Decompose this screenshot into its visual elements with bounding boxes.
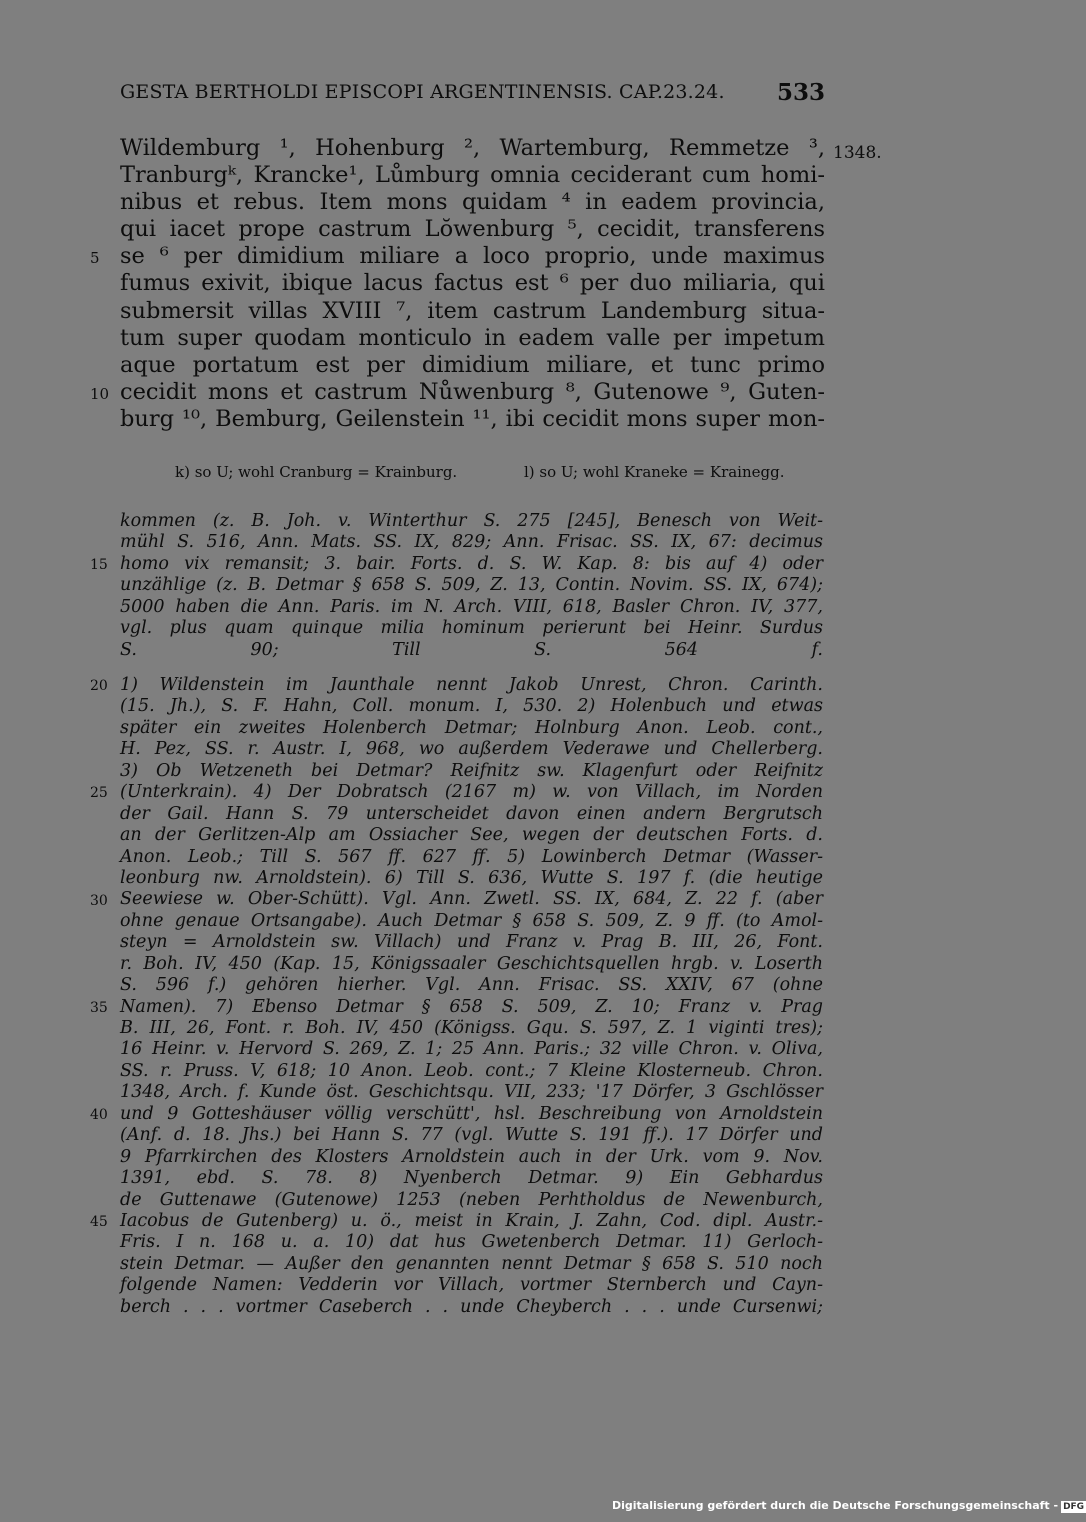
footnote-line: unzählige (z. B. Detmar § 658 S. 509, Z. 13, Contin. Novim. SS. IX, 674); xyxy=(120,575,823,596)
footnote-line: Namen). 7) Ebenso Detmar § 658 S. 509, Z. 10; Franz v. Prag xyxy=(120,996,823,1017)
footnote-line: 1391, ebd. S. 78. 8) Nyenberch Detmar. 9) Ein Gebhardus xyxy=(120,1168,823,1189)
footnote-line: 5000 haben die Ann. Paris. im N. Arch. VIII, 618, Basler Chron. IV, 377, xyxy=(120,596,823,617)
digitization-credit xyxy=(612,1499,1086,1513)
footnote-line: Anon. Leob.; Till S. 567 ff. 627 ff. 5) Lowinberch Detmar (Wasser- xyxy=(120,846,823,867)
footnote-line-number: 40 xyxy=(90,1107,108,1123)
footnote-line: r. Boh. IV, 450 (Kap. 15, Königssaaler Geschichtsquellen hrgb. v. Loserth xyxy=(120,953,823,974)
main-text-line: cecidit mons et castrum Nůwenburg ⁸, Gutenowe ⁹, Guten- xyxy=(120,378,825,405)
footnote-line: und 9 Gotteshäuser völlig verschütt', hsl. Beschreibung von Arnoldstein xyxy=(120,1103,823,1124)
footnote-line: Iacobus de Gutenberg) u. ö., meist in Krain, J. Zahn, Cod. dipl. Austr.- xyxy=(120,1210,823,1231)
main-text-line: burg ¹⁰, Bemburg, Geilenstein ¹¹, ibi cecidit mons super mon- xyxy=(120,405,825,432)
footnote-line-number: 25 xyxy=(90,785,108,802)
dfg-logo: DFG xyxy=(1063,1502,1085,1512)
footnote-line: homo vix remansit; 3. bair. Forts. d. S. W. Kap. 8: bis auf 4) oder xyxy=(120,553,823,574)
page-number: 533 xyxy=(776,79,825,106)
main-line-number: 5 xyxy=(90,249,100,268)
main-text-line: qui iacet prope castrum Lŏwenburg ⁵, cecidit, transferens xyxy=(120,216,825,243)
digitization-note: Digitalisierung gefördert durch die Deutsche Forschungsgemeinschaft - xyxy=(612,1499,1059,1512)
main-text-line: se ⁶ per dimidium miliare a loco proprio, unde maximus xyxy=(120,243,825,270)
footnote-line: berch . . . vortmer Caseberch . . unde Cheyberch . . . unde Cursenwi; xyxy=(120,1296,823,1317)
main-line-number: 10 xyxy=(90,384,110,403)
main-text-line: nibus et rebus. Item mons quidam ⁴ in eadem provincia, xyxy=(120,189,825,216)
footnote-line: (Anf. d. 18. Jhs.) bei Hann S. 77 (vgl. Wutte S. 191 ff.). 17 Dörfer und xyxy=(120,1125,823,1146)
footnote-line: B. III, 26, Font. r. Boh. IV, 450 (Königss. Gqu. S. 597, Z. 1 viginti tres); xyxy=(120,1018,823,1038)
footnote-line: mühl S. 516, Ann. Mats. SS. IX, 829; Ann. Frisac. SS. IX, 67: decimus xyxy=(120,532,823,553)
footnote-line: (15. Jh.), S. F. Hahn, Coll. monum. I, 530. 2) Holenbuch und etwas xyxy=(120,696,823,717)
footnote-line: de Guttenawe (Gutenowe) 1253 (neben Perhtholdus de Newenburch, xyxy=(120,1189,823,1210)
footnote-line: leonburg nw. Arnoldstein). 6) Till S. 636, Wutte S. 197 f. (die heutige xyxy=(120,867,823,888)
footnote-line: Fris. I n. 168 u. a. 10) dat hus Gwetenberch Detmar. 11) Gerloch- xyxy=(120,1232,823,1253)
footnote-block-numbered xyxy=(120,675,823,1318)
main-text-line: Wildemburg ¹, Hohenburg ², Wartemburg, Remmetze ³, xyxy=(120,135,825,161)
footnote-line: folgende Namen: Vedderin vor Villach, vortmer Sternberch und Cayn- xyxy=(120,1275,823,1296)
main-text-line: fumus exivit, ibique lacus factus est ⁶ per duo miliaria, qui xyxy=(120,270,825,297)
footnote-line: Seewiese w. Ober-Schütt). Vgl. Ann. Zwetl. SS. IX, 684, Z. 22 f. (aber xyxy=(120,889,823,910)
footnote-line-number: 15 xyxy=(90,556,108,573)
footnote-line-number: 20 xyxy=(90,678,108,694)
running-title: GESTA BERTHOLDI EPISCOPI ARGENTINENSIS. CAP.23.24. xyxy=(120,81,725,103)
running-header xyxy=(120,81,825,109)
footnote-line: ohne genaue Ortsangabe). Auch Detmar § 658 S. 509, Z. 9 ff. (to Amol- xyxy=(120,910,823,931)
footnote-line-number: 45 xyxy=(90,1214,108,1231)
footnote-block-continued xyxy=(120,511,823,661)
textual-note-l: l) so U; wohl Kraneke = Krainegg. xyxy=(524,463,785,481)
footnote-line: stein Detmar. — Außer den genannten nennt Detmar § 658 S. 510 noch xyxy=(120,1253,823,1274)
footnote-line-number: 35 xyxy=(90,999,108,1016)
footnote-line: später ein zweites Holenberch Detmar; Holnburg Anon. Leob. cont., xyxy=(120,717,823,738)
footnote-line: 3) Ob Wetzeneth bei Detmar? Reifnitz sw. Klagenfurt oder Reifnitz xyxy=(120,760,823,781)
footnote-line: steyn = Arnoldstein sw. Villach) und Franz v. Prag B. III, 26, Font. xyxy=(120,932,823,953)
footnote-line: 1) Wildenstein im Jaunthale nennt Jakob Unrest, Chron. Carinth. xyxy=(120,675,823,695)
footnote-line: kommen (z. B. Joh. v. Winterthur S. 275 [245], Benesch von Weit- xyxy=(120,511,823,531)
footnote-line: vgl. plus quam quinque milia hominum perierunt bei Heinr. Surdus xyxy=(120,618,823,639)
main-text-line: aque portatum est per dimidium miliare, et tunc primo xyxy=(120,351,825,378)
footnote-line: H. Pez, SS. r. Austr. I, 968, wo außerdem Vederawe und Chellerberg. xyxy=(120,739,823,760)
margin-year: 1348. xyxy=(833,143,882,163)
footnote-line: SS. r. Pruss. V, 618; 10 Anon. Leob. cont.; 7 Kleine Klosterneub. Chron. xyxy=(120,1060,823,1081)
footnote-line: 9 Pfarrkirchen des Klosters Arnoldstein auch in der Urk. vom 9. Nov. xyxy=(120,1146,823,1167)
main-text-line: Tranburgᵏ, Krancke¹, Lůmburg omnia ceciderant cum homi- xyxy=(120,162,825,189)
footnote-line-number: 30 xyxy=(90,892,108,909)
main-text-line: submersit villas XVIII ⁷, item castrum Landemburg situa- xyxy=(120,297,825,324)
textual-note-k: k) so U; wohl Cranburg = Krainburg. xyxy=(175,463,458,481)
footnote-line: 16 Heinr. v. Hervord S. 269, Z. 1; 25 Ann. Paris.; 32 ville Chron. v. Oliva, xyxy=(120,1039,823,1060)
footnote-line: an der Gerlitzen-Alp am Ossiacher See, wegen der deutschen Forts. d. xyxy=(120,825,823,846)
footnote-line: S. 90; Till S. 564 f. xyxy=(120,639,823,660)
main-text xyxy=(120,135,825,433)
main-text-line: tum super quodam monticulo in eadem valle per impetum xyxy=(120,324,825,351)
footnote-line: S. 596 f.) gehören hierher. Vgl. Ann. Frisac. SS. XXIV, 67 (ohne xyxy=(120,975,823,996)
footnote-line: 1348, Arch. f. Kunde öst. Geschichtsqu. VII, 233; '17 Dörfer, 3 Gschlösser xyxy=(120,1082,823,1103)
footnote-line: (Unterkrain). 4) Der Dobratsch (2167 m) w. von Villach, im Norden xyxy=(120,782,823,803)
footnote-line: der Gail. Hann S. 79 unterscheidet davon einen andern Bergrutsch xyxy=(120,803,823,824)
